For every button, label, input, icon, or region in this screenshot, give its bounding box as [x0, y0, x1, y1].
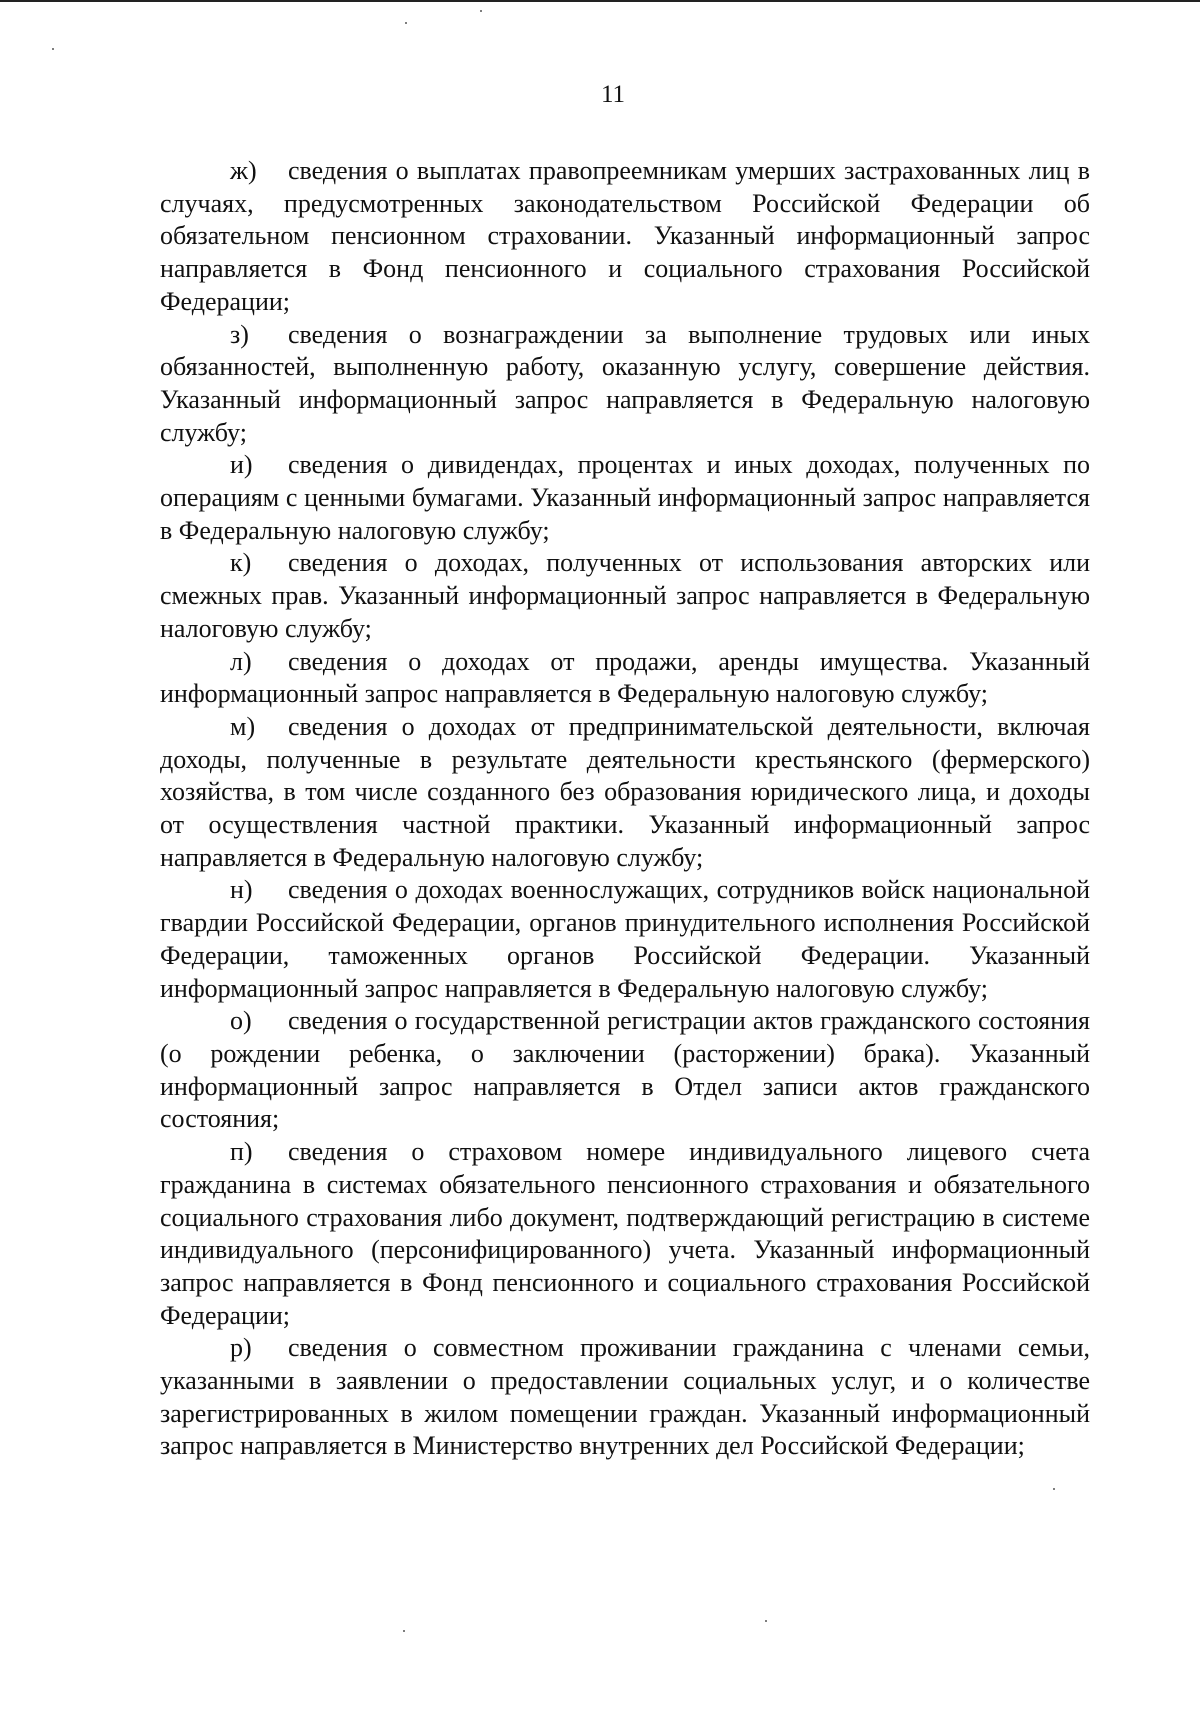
list-item: [160, 449, 1090, 547]
item-text: сведения о вознаграждении за выполнение трудовых или иных обязанностей, выполненную работу, оказанную услугу, совершение действия. Указанный информационный запрос направляется в Федеральную налоговую службу;: [160, 319, 1090, 447]
item-marker: з): [230, 319, 249, 349]
list-item: [160, 1332, 1090, 1463]
item-marker: р): [230, 1333, 252, 1363]
item-marker: п): [230, 1137, 253, 1167]
scan-speck: [403, 1630, 405, 1632]
list-item: [160, 155, 1090, 319]
item-marker: н): [230, 875, 253, 905]
item-text: сведения о государственной регистрации актов гражданского состояния (о рождении ребенка, о заключении (расторжении) брака). Указанный информационный запрос направляется в Отдел записи актов гражданского состояния;: [160, 1006, 1090, 1134]
item-text: сведения о страховом номере индивидуального лицевого счета гражданина в системах обязательного пенсионного страхования и обязательного социального страхования либо документ, подтверждающий регистрацию в системе индивидуального (персонифицированного) учета. Указанный информационный запрос направляется в Фонд пенсионного и социального страхования Российской Федерации;: [160, 1137, 1090, 1330]
document-body: [160, 155, 1090, 1463]
item-marker: и): [230, 450, 253, 480]
scan-speck: [1053, 1488, 1055, 1490]
scan-speck: [765, 1620, 767, 1622]
item-marker: ж): [230, 156, 257, 185]
page-number: 11: [600, 81, 626, 108]
item-text: сведения о доходах военнослужащих, сотрудников войск национальной гвардии Российской Федерации, органов принудительного исполнения Российской Федерации, таможенных органов Российской Федерации. Указанный информационный запрос направляется в Федеральную налоговую службу;: [160, 875, 1090, 1003]
scan-speck: [52, 48, 54, 50]
list-item: [160, 319, 1090, 450]
scan-speck: [480, 10, 482, 12]
list-item: [160, 547, 1090, 645]
item-marker: к): [230, 548, 252, 578]
item-text: сведения о совместном проживании гражданина с членами семьи, указанными в заявлении о предоставлении социальных услуг, и о количестве зарегистрированных в жилом помещении граждан. Указанный информационный запрос направляется в Министерство внутренних дел Российской Федерации;: [160, 1333, 1090, 1461]
item-marker: о): [230, 1006, 252, 1036]
list-item: [160, 711, 1090, 875]
scan-speck: [405, 22, 407, 24]
list-item: [160, 1005, 1090, 1136]
item-text: сведения о доходах от продажи, аренды имущества. Указанный информационный запрос направляется в Федеральную налоговую службу;: [160, 646, 1090, 709]
item-text: сведения о доходах, полученных от использования авторских или смежных прав. Указанный информационный запрос направляется в Федеральную налоговую службу;: [160, 548, 1090, 643]
item-marker: л): [230, 646, 252, 676]
list-item: [160, 874, 1090, 1005]
list-item: [160, 1136, 1090, 1332]
item-text: сведения о дивидендах, процентах и иных доходах, полученных по операциям с ценными бумагами. Указанный информационный запрос направляется в Федеральную налоговую службу;: [160, 450, 1090, 545]
item-text: сведения о выплатах правопреемникам умерших застрахованных лиц в случаях, предусмотренных законодательством Российской Федерации об обязательном пенсионном страховании. Указанный информационный запрос направляется в Фонд пенсионного и социального страхования Российской Федерации;: [160, 156, 1090, 316]
item-text: сведения о доходах от предпринимательской деятельности, включая доходы, полученные в результате деятельности крестьянского (фермерского) хозяйства, в том числе созданного без образования юридического лица, и доходы от осуществления частной практики. Указанный информационный запрос направляется в Федеральную налоговую службу;: [160, 711, 1090, 872]
item-marker: м): [230, 711, 256, 741]
scan-top-border: [0, 0, 1200, 2]
list-item: [160, 646, 1090, 711]
